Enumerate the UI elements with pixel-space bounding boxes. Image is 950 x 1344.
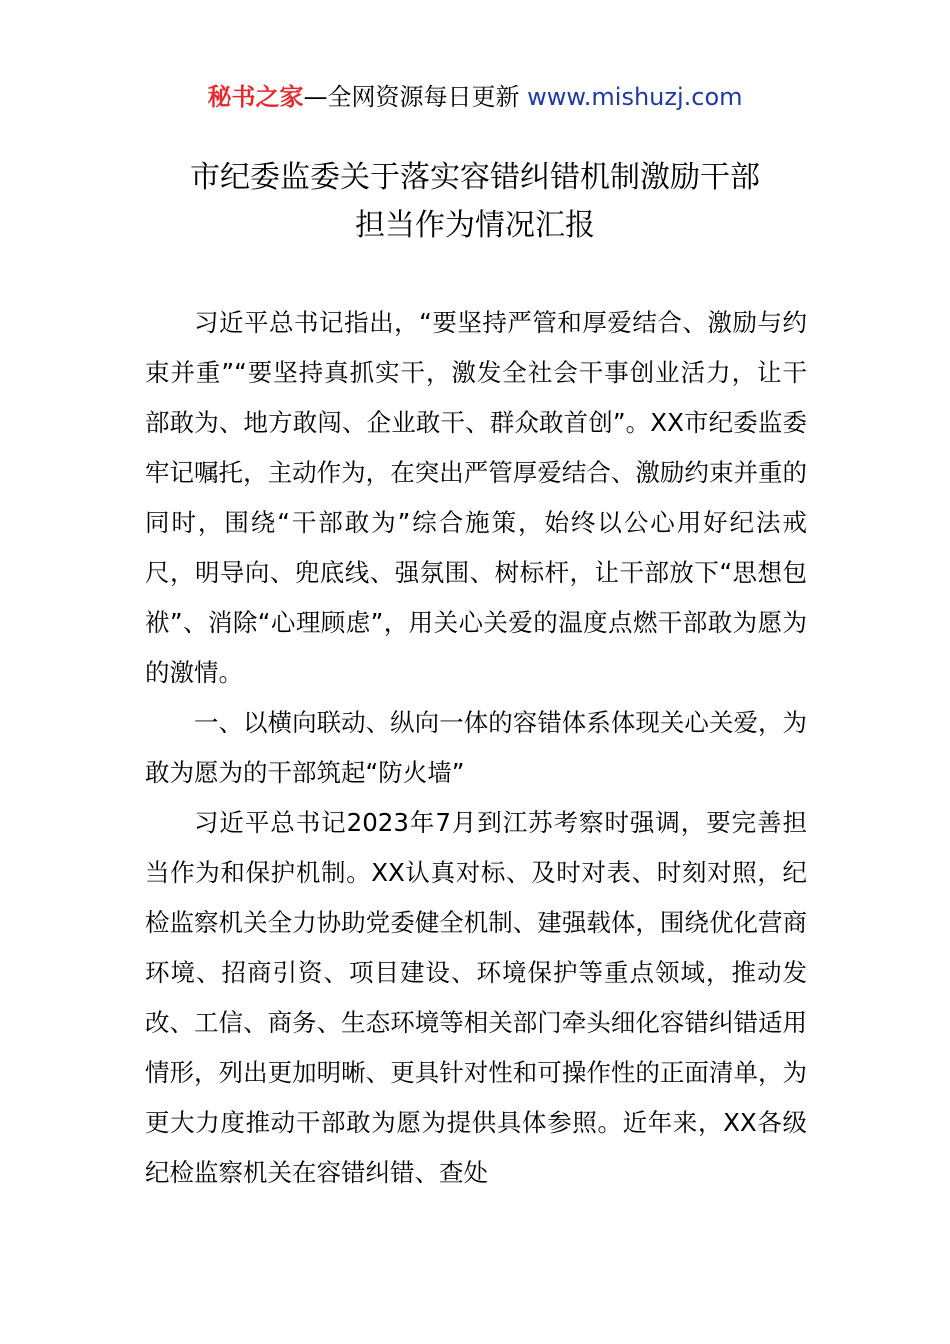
site-tagline: —全网资源每日更新: [303, 83, 528, 111]
document-body: [145, 298, 807, 1198]
document-title-line-1: 市纪委监委关于落实容错纠错机制激励干部: [190, 160, 760, 195]
site-header: [0, 80, 950, 114]
site-brand: 秘书之家: [207, 83, 304, 111]
document-title-line-2: 担当作为情况汇报: [355, 208, 595, 243]
site-url-link[interactable]: www.mishuzj.com: [527, 83, 743, 111]
body-paragraph-intro: 习近平总书记指出，“要坚持严管和厚爱结合、激励与约束并重”“要坚持真抓实干，激发全社会干事创业活力，让干部敢为、地方敢闯、企业敢干、群众敢首创”。XX市纪委监委牢记嘱托，主动作为，在突出严管厚爱结合、激励约束并重的同时，围绕“干部敢为”综合施策，始终以公心用好纪法戒尺，明导向、兜底线、强氛围、树标杆，让干部放下“思想包袱”、消除“心理顾虑”，用关心关爱的温度点燃干部敢为愿为的激情。: [145, 308, 807, 687]
body-paragraph-section-1: 习近平总书记2023年7月到江苏考察时强调，要完善担当作为和保护机制。XX认真对标、及时对表、时刻对照，纪检监察机关全力协助党委健全机制、建强载体，围绕优化营商环境、招商引资、项目建设、环境保护等重点领域，推动发改、工信、商务、生态环境等相关部门牵头细化容错纠错适用情形，列出更加明晰、更具针对性和可操作性的正面清单，为更大力度推动干部敢为愿为提供具体参照。近年来，XX各级纪检监察机关在容错纠错、查处: [145, 808, 807, 1187]
document-title: [0, 154, 950, 250]
section-heading-1: 一、以横向联动、纵向一体的容错体系体现关心关爱，为敢为愿为的干部筑起“防火墙”: [145, 708, 807, 787]
